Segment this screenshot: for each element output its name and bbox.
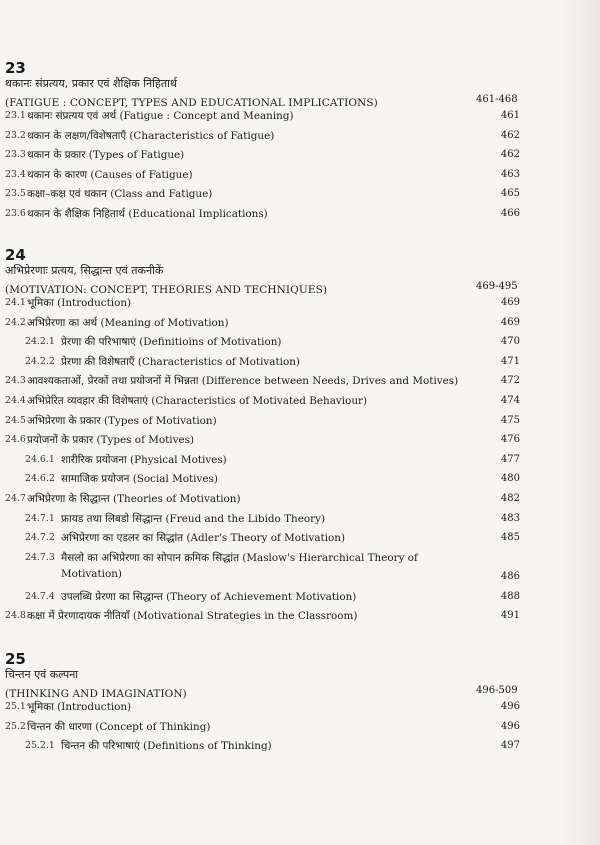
entry-title: प्रेरणा की विशेषताएँ (Characteristics of Motivation) [61,355,300,368]
entry-title: आवश्यकताओं, प्रेरकों तथा प्रयोजनों में भिन्नता (Difference between Needs, Drives and Motives) [27,375,459,388]
toc-entry[interactable] [5,315,525,335]
entry-page-number: 485 [500,532,520,544]
entry-page-number: 497 [500,740,520,752]
entry-page-number: 486 [500,570,520,582]
entry-number: 24.4 [5,394,26,406]
toc-entry-list [5,295,525,628]
entry-title: थकानः संप्रत्यय एवं अर्थ (Fatigue : Concept and Meaning) [27,110,294,122]
toc-entry-list [5,699,525,758]
toc-entry[interactable] [5,589,525,609]
toc-entry[interactable] [5,393,525,413]
toc-entry[interactable] [5,128,525,148]
entry-page-number: 470 [500,336,520,348]
chapter-page-range: 496-509 [476,685,518,696]
chapter-number: 24 [5,246,26,264]
page-edge-shadow [560,0,600,845]
chapter-title-english: (FATIGUE : CONCEPT, TYPES AND EDUCATIONAL IMPLICATIONS) [5,97,378,109]
toc-entry[interactable] [5,719,525,739]
entry-number: 24.7.3 [25,551,55,563]
entry-number: 23.2 [5,129,26,141]
toc-entry[interactable] [5,108,525,128]
entry-title: चिन्तन की परिभाषाएं (Definitions of Thinking) [61,740,272,753]
entry-number: 24.7.4 [25,590,55,602]
toc-entry[interactable] [5,354,525,374]
entry-number: 23.4 [5,168,26,180]
entry-title: चिन्तन की धारणा (Concept of Thinking) [27,720,211,733]
toc-entry[interactable] [5,186,525,206]
entry-title: अभिप्रेरणा के सिद्धान्त (Theories of Motivation) [27,492,241,505]
entry-number: 24.7.2 [25,532,55,544]
entry-page-number: 461 [500,110,520,121]
entry-page-number: 496 [500,701,520,712]
toc-entry[interactable] [5,738,525,758]
entry-page-number: 483 [500,512,520,524]
entry-title: सामाजिक प्रयोजन (Social Motives) [61,473,218,486]
entry-number: 24.7.1 [25,512,55,524]
entry-page-number: 491 [500,610,520,622]
toc-entry[interactable] [5,530,525,550]
chapter-23 [5,60,525,226]
entry-title: थकान के लक्षण/विशेषताएँ (Characteristics of Fatigue) [27,129,275,142]
chapter-title-row [5,91,525,108]
entry-number: 23.6 [5,207,26,219]
chapter-title-hindi: अभिप्रेरणाः प्रत्यय, सिद्धान्त एवं तकनीकें [5,264,164,277]
entry-number: 24.2.2 [25,355,55,367]
entry-page-number: 462 [500,149,520,161]
entry-page-number: 469 [500,316,520,328]
entry-page-number: 472 [500,375,520,387]
entry-page-number: 475 [500,414,520,426]
toc-entry[interactable] [5,413,525,433]
chapter-24 [5,247,525,628]
chapter-title-hindi: चिन्तन एवं कल्पना [5,668,79,681]
entry-title: थकान के प्रकार (Types of Fatigue) [27,149,185,162]
toc-entry[interactable] [5,511,525,531]
toc-entry[interactable] [5,699,525,719]
toc-entry[interactable] [5,471,525,491]
entry-title: मैसलो का अभिप्रेरणा का सोपान क्रमिक सिद्धांत (Maslow's Hierarchical Theory of Motivation) [61,551,418,580]
toc-entry-list [5,108,525,226]
entry-number: 24.6.1 [25,453,55,465]
toc-entry[interactable] [5,491,525,511]
toc-entry[interactable] [5,432,525,452]
entry-page-number: 474 [500,394,520,406]
entry-number: 23.5 [5,188,26,200]
entry-title: प्रेरणा की परिभाषाएं (Definitioins of Motivation) [61,336,282,349]
chapter-title-english: (THINKING AND IMAGINATION) [5,688,187,700]
chapter-page-range: 461-468 [476,94,518,105]
entry-number: 23.1 [5,110,26,121]
entry-page-number: 462 [500,129,520,141]
entry-number: 24.5 [5,414,26,426]
toc-entry[interactable] [5,334,525,354]
chapter-page-range: 469-495 [476,281,518,292]
entry-title: भूमिका (Introduction) [27,701,132,713]
entry-title: भूमिका (Introduction) [27,297,132,309]
chapter-title-hindi: थकानः संप्रत्यय, प्रकार एवं शैक्षिक निहितार्थ [5,77,177,90]
chapter-number: 25 [5,650,26,668]
entry-number: 25.2.1 [25,740,55,752]
entry-number: 24.6.2 [25,473,55,485]
chapter-25 [5,651,525,758]
chapter-title-row [5,682,525,699]
entry-title: थकान के शैक्षिक निहितार्थ (Educational Implications) [27,207,268,220]
entry-title: अभिप्रेरणा के प्रकार (Types of Motivation) [27,414,217,427]
entry-page-number: 469 [500,297,520,308]
entry-page-number: 496 [500,720,520,732]
entry-page-number: 471 [500,355,520,367]
toc-entry[interactable] [5,147,525,167]
entry-number: 24.3 [5,375,26,387]
toc-entry[interactable] [5,373,525,393]
toc-entry[interactable] [5,167,525,187]
entry-number: 24.1 [5,297,26,308]
entry-page-number: 488 [500,590,520,602]
entry-title: उपलब्धि प्रेरणा का सिद्धान्त (Theory of Achievement Motivation) [61,590,357,603]
toc-entry[interactable] [5,206,525,226]
toc-entry[interactable] [5,295,525,315]
toc-entry[interactable] [5,452,525,472]
entry-title: शारीरिक प्रयोजना (Physical Motives) [61,453,227,466]
entry-title: कक्षा–कक्ष एवं थकान (Class and Fatigue) [27,188,213,201]
entry-number: 24.2 [5,316,26,328]
entry-number: 25.2 [5,720,26,732]
entry-number: 24.8 [5,610,26,622]
entry-number: 24.6 [5,434,26,446]
entry-title: थकान के कारण (Causes of Fatigue) [27,168,193,181]
toc-entry[interactable] [5,550,525,589]
chapter-title-row [5,278,525,295]
entry-number: 25.1 [5,701,26,712]
entry-page-number: 466 [500,207,520,219]
entry-title: अभिप्रेरित व्यवहार की विशेषताएं (Characteristics of Motivated Behaviour) [27,394,368,407]
chapter-number: 23 [5,59,26,77]
entry-page-number: 476 [500,434,520,446]
entry-title: फ्रायड तथा लिबडो सिद्धान्त (Freud and the Libido Theory) [61,512,326,525]
entry-page-number: 477 [500,453,520,465]
entry-page-number: 482 [500,492,520,504]
entry-number: 23.3 [5,149,26,161]
entry-page-number: 480 [500,473,520,485]
toc-entry[interactable] [5,608,525,628]
chapter-title-english: (MOTIVATION: CONCEPT, THEORIES AND TECHNIQUES) [5,284,328,296]
entry-title: अभिप्रेरणा का एडलर का सिद्धांत (Adler's Theory of Motivation) [61,532,346,545]
entry-title: कक्षा में प्रेरणादायक नीतियाँ (Motivational Strategies in the Classroom) [27,610,358,623]
entry-page-number: 463 [500,168,520,180]
entry-page-number: 465 [500,188,520,200]
entry-title: प्रयोजनों के प्रकार (Types of Motives) [27,434,195,447]
entry-number: 24.2.1 [25,336,55,348]
entry-number: 24.7 [5,492,26,504]
entry-title: अभिप्रेरणा का अर्थ (Meaning of Motivation) [27,316,229,329]
